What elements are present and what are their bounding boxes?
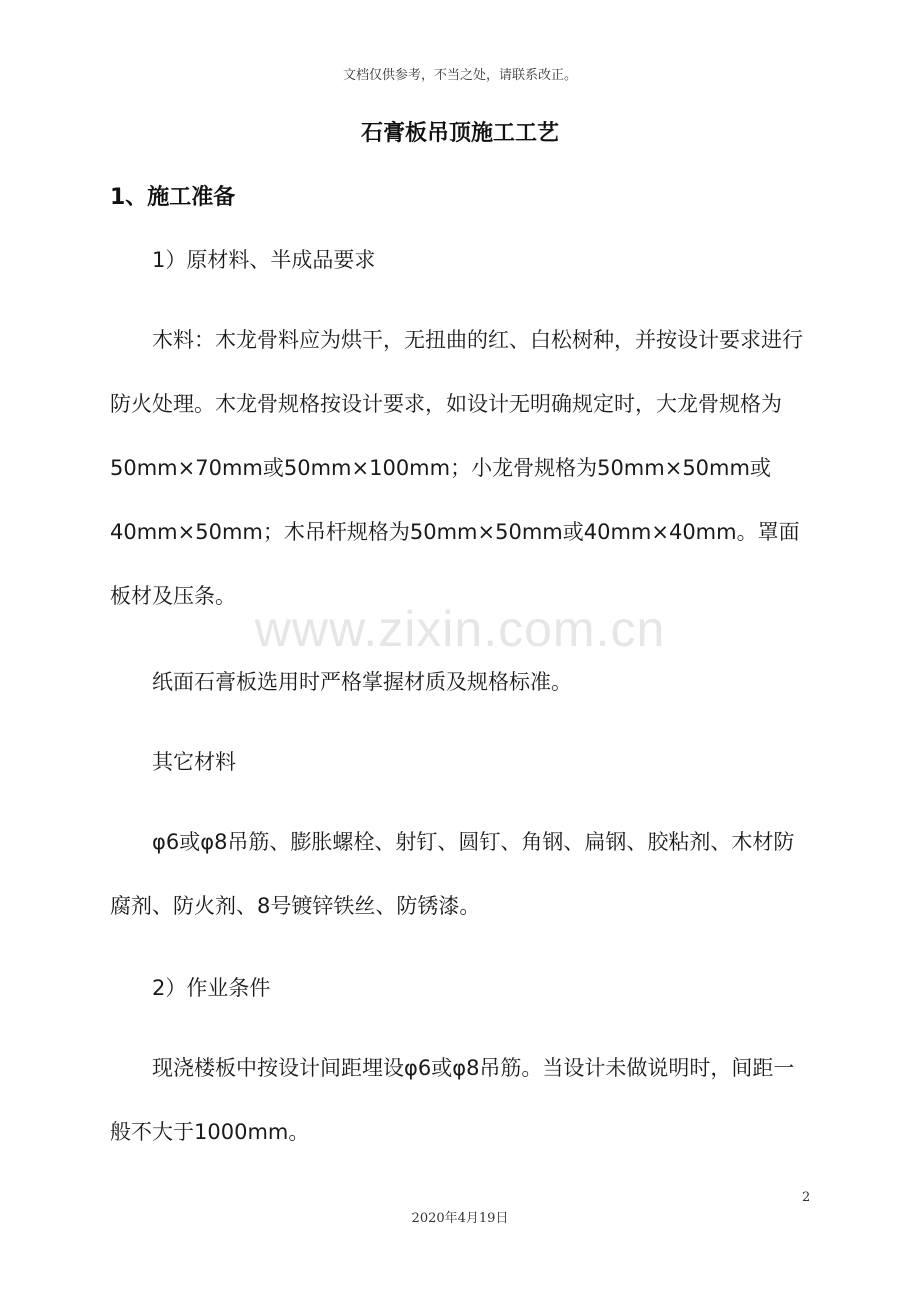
- paragraph-other-materials: 其它材料: [152, 750, 236, 774]
- header-note: 文档仅供参考，不当之处，请联系改正。: [342, 68, 577, 83]
- paragraph-work-conditions: 2）作业条件: [152, 976, 271, 1000]
- section-heading: 1、施工准备: [110, 185, 236, 210]
- document-title: 石膏板吊顶施工工艺: [360, 121, 559, 146]
- page-number: 2: [802, 1190, 811, 1205]
- paragraph-wood: 木料：木龙骨料应为烘干，无扭曲的红、白松树种，并按设计要求进行防火处理。木龙骨规格按设计要求，如设计无明确规定时，大龙骨规格为50mm×70mm或50mm×100mm；小龙骨规格为50mm×50mm或40mm×50mm；木吊杆规格为50mm×50mm或40mm×40mm。罩面板材及压条。: [110, 328, 803, 608]
- paragraph-materials-heading: 1）原材料、半成品要求: [152, 248, 376, 272]
- paragraph-gypsum: 纸面石膏板选用时严格掌握材质及规格标准。: [152, 670, 572, 694]
- paragraph-hanger-spacing: 现浇楼板中按设计间距埋设φ6或φ8吊筋。当设计未做说明时，间距一般不大于1000mm。: [110, 1056, 795, 1144]
- watermark: www.zixin.com.cn: [254, 601, 666, 657]
- footer-date: 2020年4月19日: [411, 1211, 509, 1226]
- paragraph-other-materials-list: φ6或φ8吊筋、膨胀螺栓、射钉、圆钉、角钢、扁钢、胶粘剂、木材防腐剂、防火剂、8号镀锌铁丝、防锈漆。: [110, 830, 795, 918]
